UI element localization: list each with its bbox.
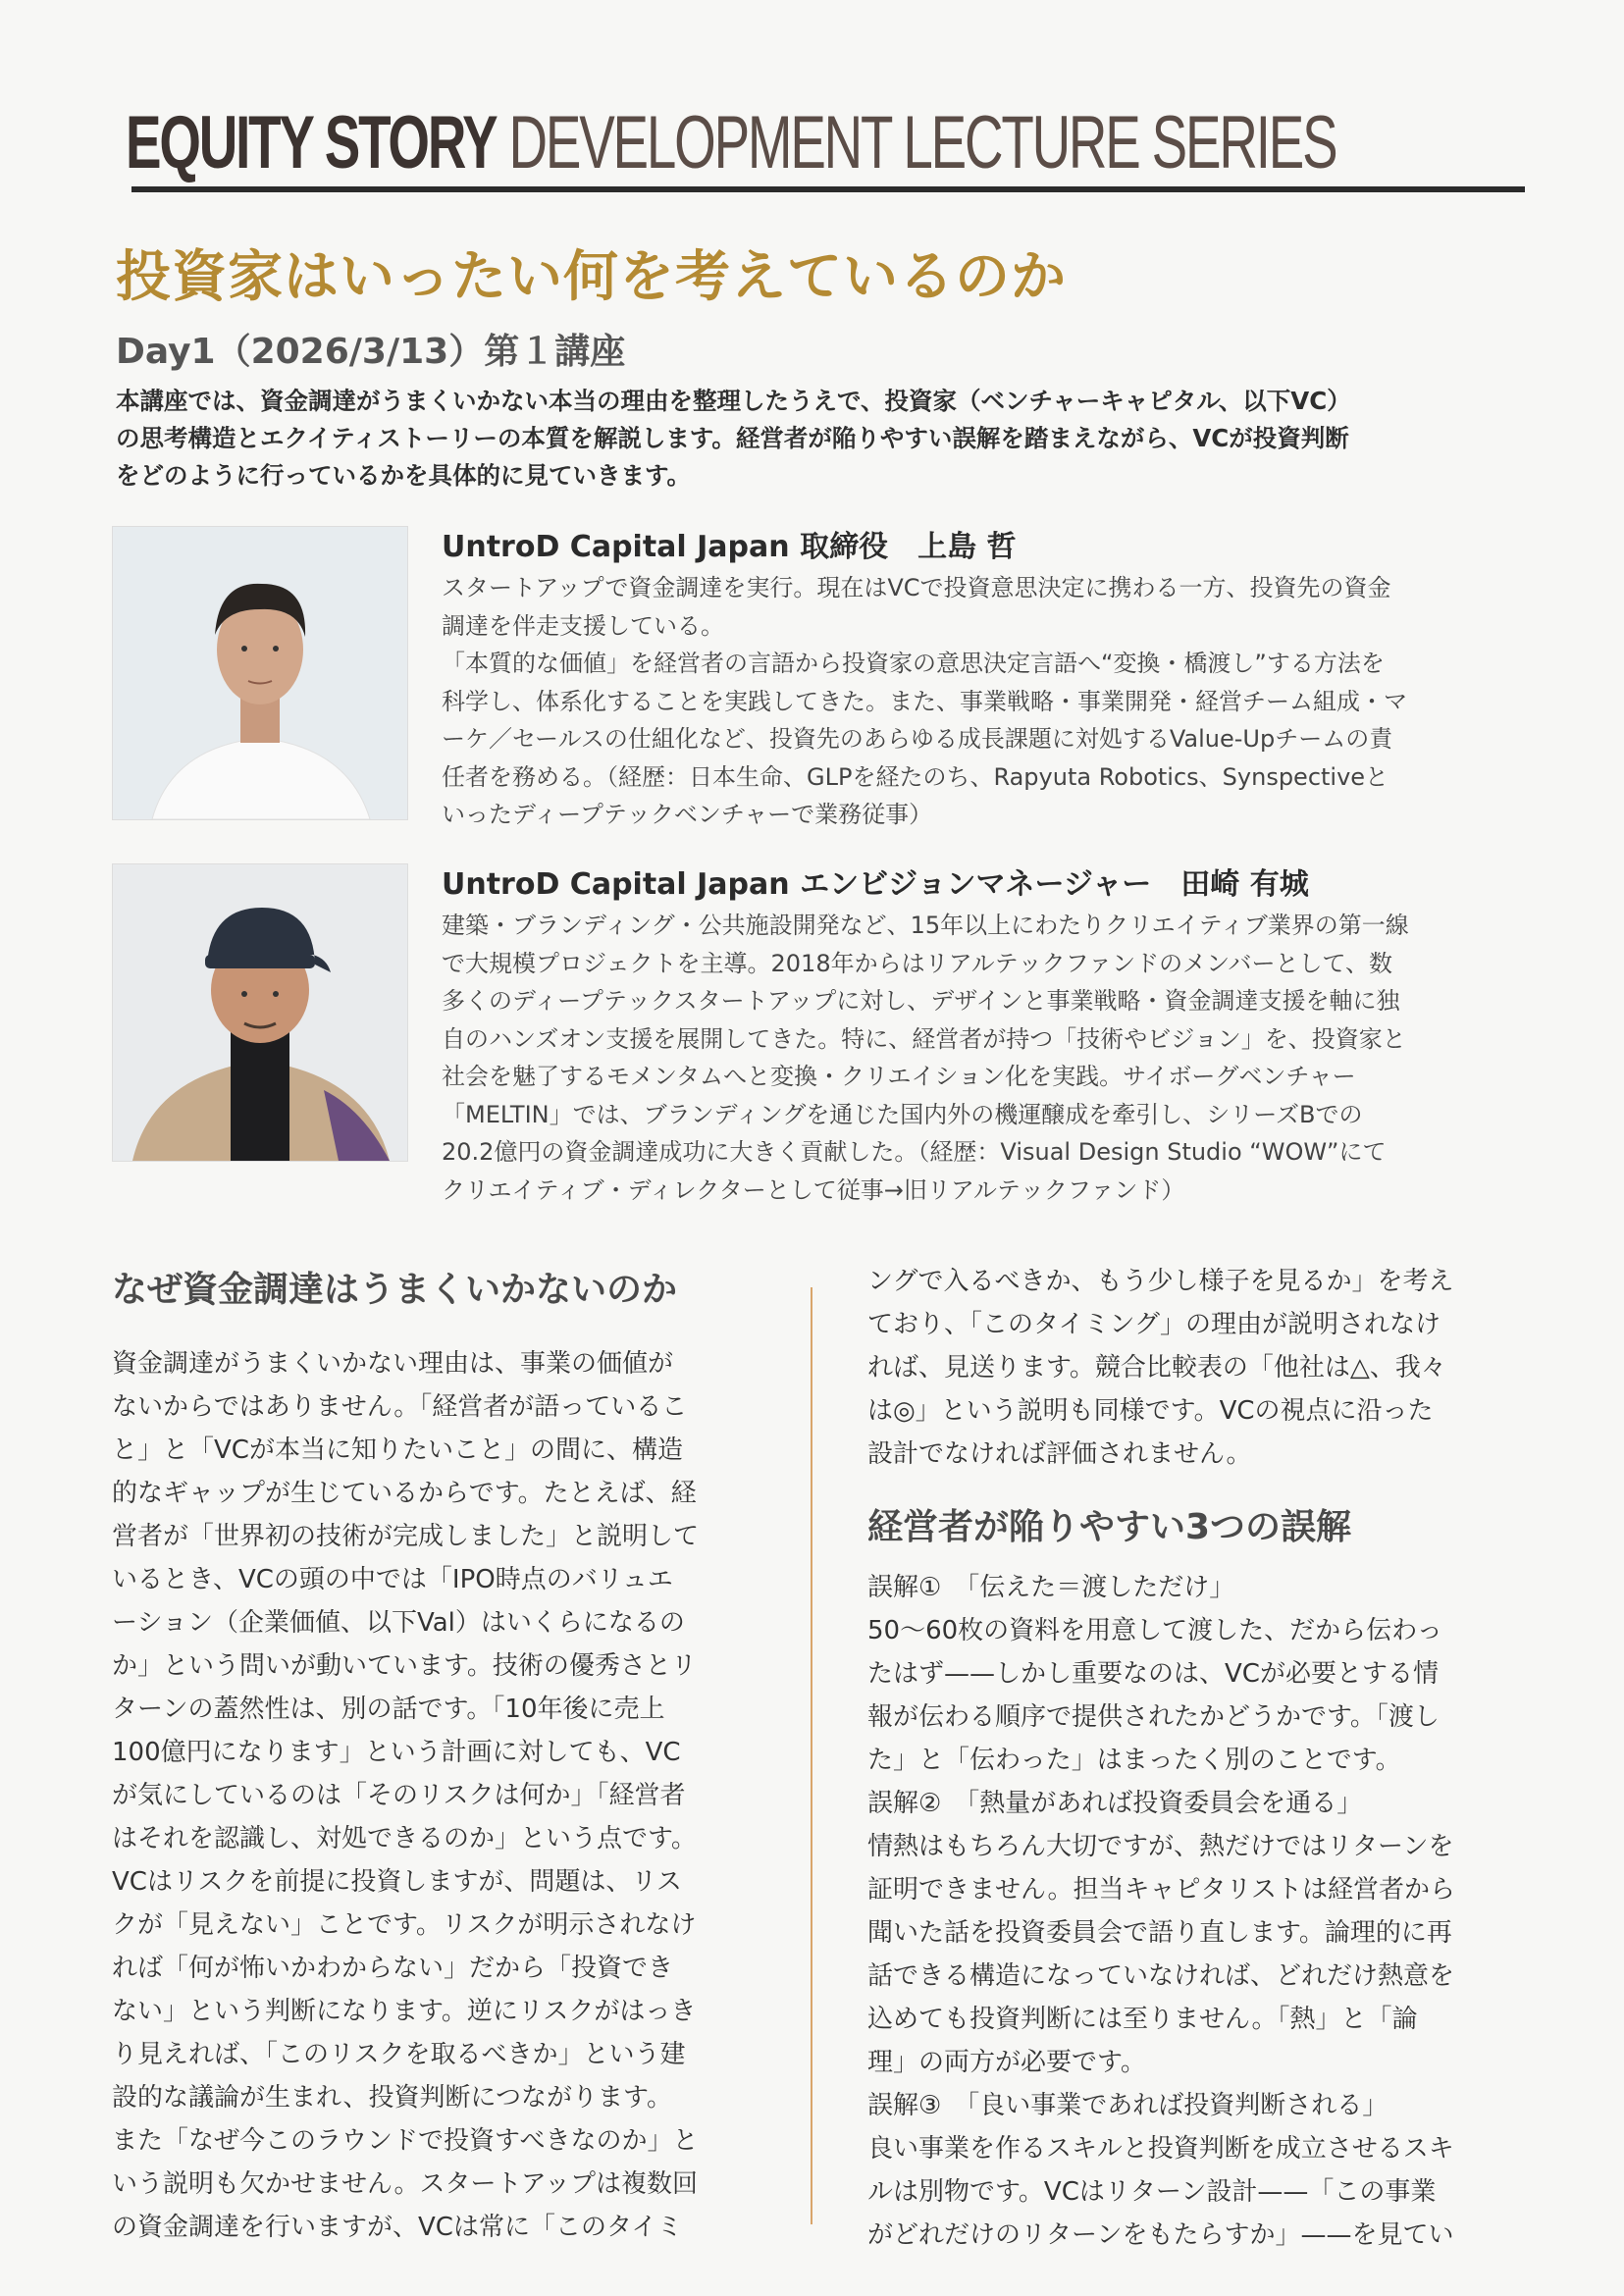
body-line: 良い事業を作るスキルと投資判断を成立させるスキ xyxy=(867,2134,1454,2164)
body-line: がどれだけのリターンをもたらすか」——を見てい xyxy=(867,2220,1454,2250)
body-line: 証明できません。担当キャピタリストは経営者から xyxy=(867,1875,1456,1905)
body-line: れば、見送ります。競合比較表の「他社は△、我々 xyxy=(867,1353,1446,1383)
bio-line: いったディープテックベンチャーで業務従事） xyxy=(442,801,933,828)
bio-line: 「MELTIN」では、ブランディングを通じた国内外の機運醸成を牽引し、シリーズBでの xyxy=(442,1100,1363,1128)
body-line: クが「見えない」ことです。リスクが明示されなけ xyxy=(112,1910,697,1940)
body-line: VCはリスクを前提に投資しますが、問題は、リス xyxy=(112,1867,682,1897)
right-column-continuation xyxy=(867,1260,1453,1476)
bio-line: スタートアップで資金調達を実行。現在はVCで投資意思決定に携わる一方、投資先の資金 xyxy=(442,574,1391,601)
body-line: 情熱はもちろん大切ですが、熱だけではリターンを xyxy=(867,1832,1454,1861)
body-line: 聞いた話を投資委員会で語り直します。論理的に再 xyxy=(867,1918,1452,1948)
body-line: 資金調達がうまくいかない理由は、事業の価値が xyxy=(112,1349,674,1379)
right-column-body xyxy=(867,1566,1455,2257)
day-line: Day1（2026/3/13）第１講座 xyxy=(116,332,626,372)
body-line: の資金調達を行いますが、VCは常に「このタイミ xyxy=(112,2213,683,2242)
body-line: ており、「このタイミング」の理由が説明されなけ xyxy=(867,1310,1441,1339)
bio-line: 任者を務める。（経歴：日本生命、GLPを経たのち、Rapyuta Robotics、Synspectiveと xyxy=(442,762,1389,791)
series-title-bold: EQUITY STORY xyxy=(126,101,497,184)
body-line: はそれを認識し、対処できるのか」という点です。 xyxy=(112,1824,697,1853)
series-title xyxy=(126,101,1336,184)
body-line: いう説明も欠かせません。スタートアップは複数回 xyxy=(112,2169,698,2199)
speaker-2-photo xyxy=(112,863,408,1162)
body-line: は◎」という説明も同様です。VCの視点に沿った xyxy=(867,1396,1434,1426)
bio-line: で大規模プロジェクトを主導。2018年からはリアルテックファンドのメンバーとして、数 xyxy=(442,949,1392,977)
body-line: ないからではありません。「経営者が語っているこ xyxy=(112,1392,688,1422)
bio-line: 「本質的な価値」を経営者の言語から投資家の意思決定言語へ“変換・橋渡し”する方法を xyxy=(442,650,1385,677)
intro-line: の思考構造とエクイティストーリーの本質を解説します。経営者が陥りやすい誤解を踏まえながら、VCが投資判断 xyxy=(116,424,1349,452)
speaker-1-photo xyxy=(112,526,408,820)
bio-line: 自のハンズオン支援を展開してきた。特に、経営者が持つ「技術やビジョン」を、投資家と xyxy=(442,1024,1406,1053)
body-line: 営者が「世界初の技術が完成しました」と説明して xyxy=(112,1522,700,1551)
bio-line: 調達を伴走支援している。 xyxy=(442,611,724,640)
intro-paragraph xyxy=(116,383,1529,495)
body-line: 誤解③ 「良い事業であれば投資判断される」 xyxy=(867,2091,1388,2120)
title-rule xyxy=(131,186,1525,192)
body-line: ルは別物です。VCはリターン設計——「この事業 xyxy=(867,2177,1437,2207)
body-line: また「なぜ今このラウンドで投資すべきなのか」と xyxy=(112,2126,699,2156)
bio-line: 建築・ブランディング・公共施設開発など、15年以上にわたりクリエイティブ業界の第一線 xyxy=(442,912,1409,939)
bio-line: 科学し、体系化することを実践してきた。また、事業戦略・事業開発・経営チーム組成・マ xyxy=(442,687,1407,715)
lecture-title: 投資家はいったい何を考えているのか xyxy=(116,245,1067,309)
speaker-2-name: UntroD Capital Japan エンビジョンマネージャー 田崎 有城 xyxy=(442,867,1309,902)
body-line: ーション（企業価値、以下Val）はいくらになるの xyxy=(112,1608,685,1638)
series-title-light: DEVELOPMENT LECTURE SERIES xyxy=(496,101,1336,184)
intro-line: をどのように行っているかを具体的に見ていきます。 xyxy=(116,461,692,490)
body-line: ターンの蓋然性は、別の話です。「10年後に売上 xyxy=(112,1695,665,1724)
body-line: ない」という判断になります。逆にリスクがはっき xyxy=(112,1997,697,2026)
bio-line: 多くのディープテックスタートアップに対し、デザインと事業戦略・資金調達支援を軸に独 xyxy=(442,987,1400,1015)
body-line: が気にしているのは「そのリスクは何か」「経営者 xyxy=(112,1781,686,1810)
speaker-2-bio xyxy=(442,907,1531,1209)
bio-line: クリエイティブ・ディレクターとして従事→旧リアルテックファンド） xyxy=(442,1175,1185,1204)
body-line: いるとき、VCの頭の中では「IPO時点のバリュエ xyxy=(112,1565,673,1594)
body-line: 報が伝わる順序で提供されたかどうかです。「渡し xyxy=(867,1702,1440,1732)
left-column-heading: なぜ資金調達はうまくいかないのか xyxy=(112,1270,678,1310)
bio-line: 20.2億円の資金調達成功に大きく貢献した。（経歴：Visual Design Studio “WOW”にて xyxy=(442,1138,1387,1166)
body-line: たはず——しかし重要なのは、VCが必要とする情 xyxy=(867,1659,1439,1689)
body-line: 設的な議論が生まれ、投資判断につながります。 xyxy=(112,2083,672,2113)
body-line: 理」の両方が必要です。 xyxy=(867,2048,1146,2077)
body-line: 的なギャップが生じているからです。たとえば、経 xyxy=(112,1479,697,1508)
body-line: 誤解② 「熱量があれば投資委員会を通る」 xyxy=(867,1789,1363,1818)
speaker-1-name: UntroD Capital Japan 取締役 上島 哲 xyxy=(442,530,1017,564)
body-line: 話できる構造になっていなければ、どれだけ熱意を xyxy=(867,1961,1455,1991)
bio-line: 社会を魅了するモメンタムへと変換・クリエイション化を実践。サイボーグベンチャー xyxy=(442,1063,1356,1090)
body-line: れば「何が怖いかわからない」だから「投資でき xyxy=(112,1954,674,1983)
column-divider xyxy=(811,1287,812,2224)
bio-line: ーケ／セールスの仕組化など、投資先のあらゆる成長課題に対処するValue-Upチームの責 xyxy=(442,725,1393,753)
body-line: 50～60枚の資料を用意して渡した、だから伝わっ xyxy=(867,1616,1442,1645)
body-line: 100億円になります」という計画に対しても、VC xyxy=(112,1738,681,1767)
intro-line: 本講座では、資金調達がうまくいかない本当の理由を整理したうえで、投資家（ベンチャーキャピタル、以下VC） xyxy=(116,387,1351,415)
body-line: ングで入るべきか、もう少し様子を見るか」を考え xyxy=(867,1267,1454,1296)
body-line: 設計でなければ評価されません。 xyxy=(867,1439,1252,1469)
body-line: 込めても投資判断には至りません。「熱」と「論 xyxy=(867,2005,1418,2034)
speaker-1-bio xyxy=(442,569,1531,834)
left-column-body xyxy=(112,1342,699,2249)
body-line: た」と「伝わった」はまったく別のことです。 xyxy=(867,1746,1401,1775)
body-line: り見えれば、「このリスクを取るべきか」という建 xyxy=(112,2040,686,2069)
body-line: か」という問いが動いています。技術の優秀さとリ xyxy=(112,1651,697,1681)
body-line: と」と「VCが本当に知りたいこと」の間に、構造 xyxy=(112,1435,683,1465)
right-column-heading: 経営者が陥りやすい3つの誤解 xyxy=(867,1507,1352,1547)
body-line: 誤解① 「伝えた＝渡しただけ」 xyxy=(867,1573,1235,1602)
